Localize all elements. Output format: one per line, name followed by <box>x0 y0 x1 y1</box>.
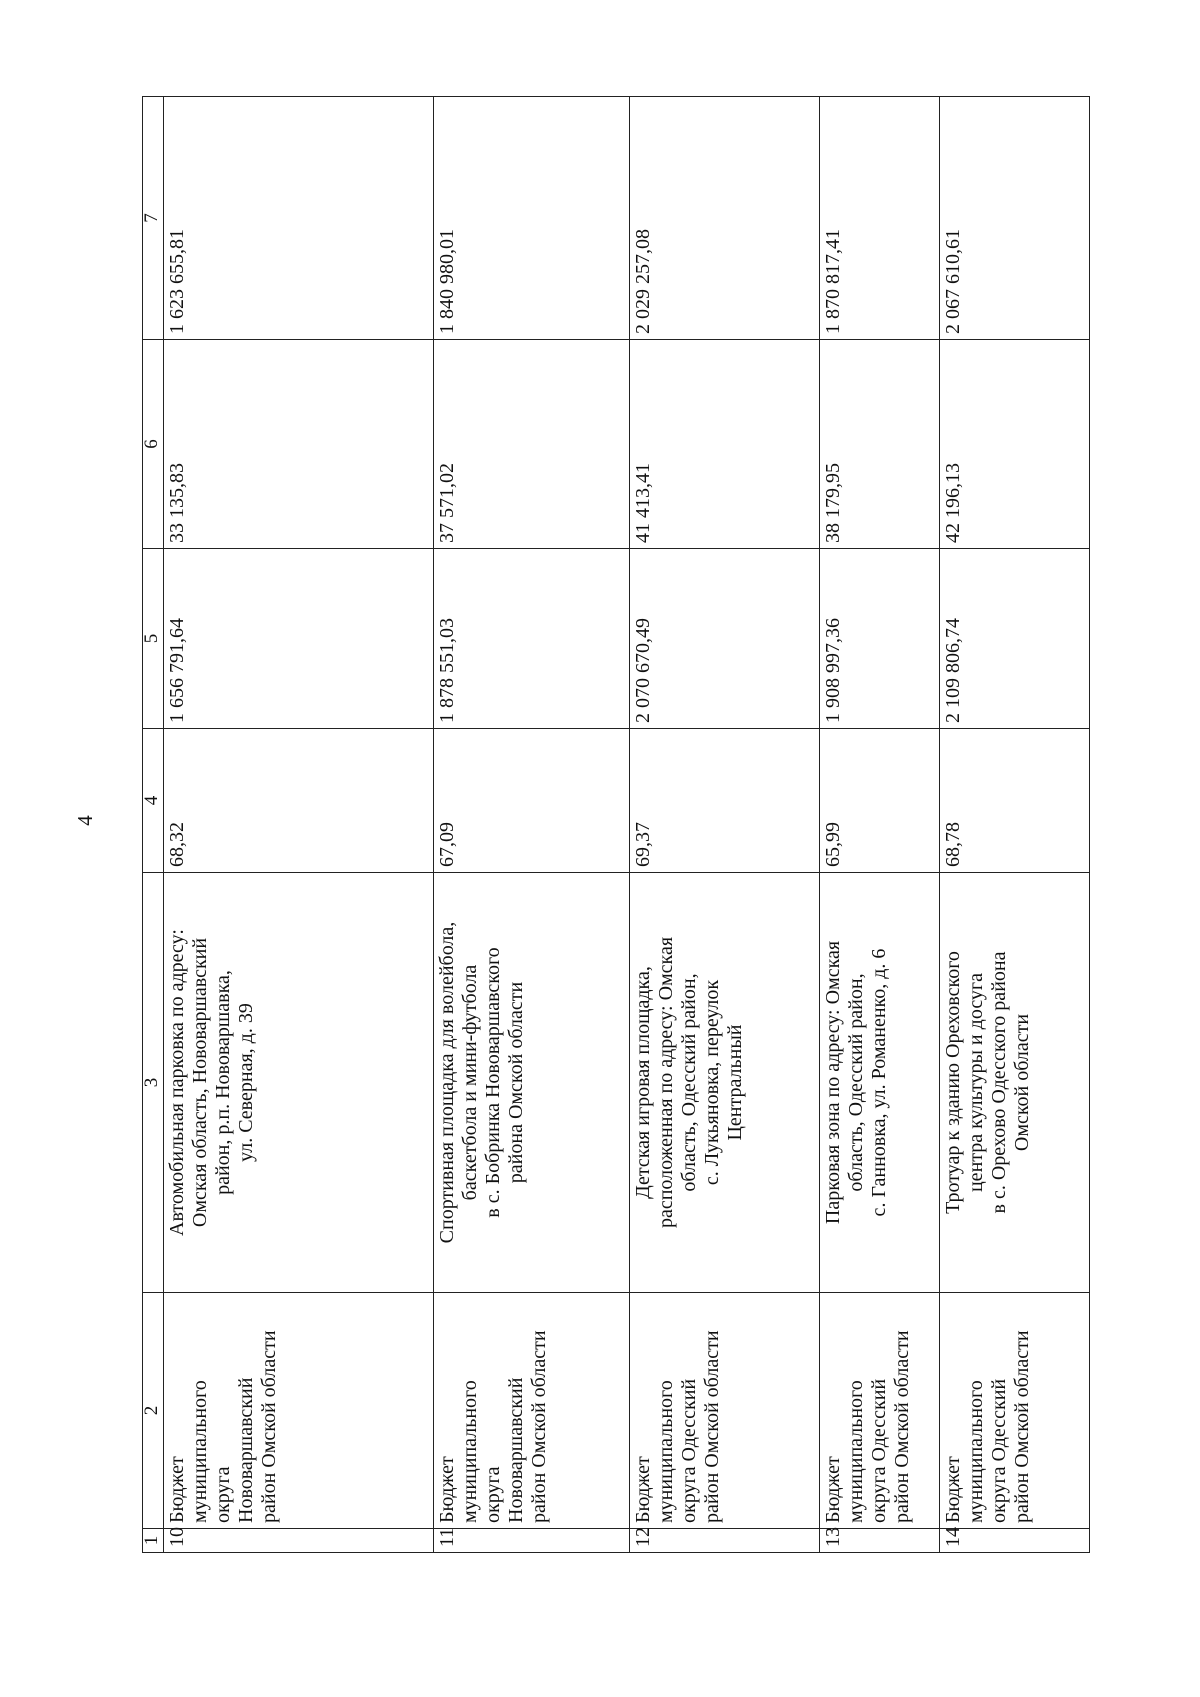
value-cell: 41 413,41 <box>629 340 819 549</box>
text-line: Центральный <box>723 1024 746 1141</box>
column-header: 1 <box>143 1529 164 1553</box>
column-header: 7 <box>143 97 164 340</box>
object-cell <box>819 873 939 1293</box>
row-number: 10 <box>164 1529 434 1553</box>
text-line: район Омской области <box>1010 1330 1033 1523</box>
column-header: 3 <box>143 873 164 1293</box>
data-table <box>142 96 1090 1553</box>
text-line: Бюджет <box>821 1456 844 1523</box>
text-line: область, Одесский район, <box>677 973 700 1192</box>
text-line: центра культуры и досуга <box>964 972 987 1193</box>
value-cell: 67,09 <box>434 729 629 873</box>
text-line: расположенная по адресу: Омская <box>654 936 677 1229</box>
text-line: округа <box>482 1466 505 1523</box>
text-line: район Омской области <box>890 1330 913 1523</box>
page-number: 4 <box>72 815 97 826</box>
text-line: Нововаршавский <box>505 1377 528 1523</box>
text-line: Омской области <box>1010 1013 1033 1152</box>
text-line: в с. Бобринка Нововаршавского <box>482 947 505 1218</box>
value-cell: 69,37 <box>629 729 819 873</box>
value-cell: 2 067 610,61 <box>939 97 1089 340</box>
text-line: округа Одесский <box>867 1378 890 1523</box>
value-cell: 38 179,95 <box>819 340 939 549</box>
text-line: баскетбола и мини-футбола <box>459 964 482 1201</box>
text-line: муниципального <box>964 1380 987 1523</box>
object-cell <box>629 873 819 1293</box>
table-row <box>819 97 939 1553</box>
column-header: 6 <box>143 340 164 549</box>
text-line: Тротуар к зданию Ореховского <box>941 951 964 1214</box>
column-header: 4 <box>143 729 164 873</box>
text-line: Омская область, Нововаршавский <box>189 937 212 1228</box>
value-cell: 68,78 <box>939 729 1089 873</box>
text-line: муниципального <box>189 1380 212 1523</box>
column-header: 5 <box>143 549 164 729</box>
value-cell: 2 070 670,49 <box>629 549 819 729</box>
text-line: район Омской области <box>700 1330 723 1523</box>
table-header-row <box>143 97 164 1553</box>
object-cell <box>434 873 629 1293</box>
text-line: район Омской области <box>528 1330 551 1523</box>
text-line: Бюджет <box>436 1456 459 1523</box>
text-line: Автомобильная парковка по адресу: <box>166 929 189 1236</box>
text-line: Нововаршавский <box>235 1377 258 1523</box>
budget-cell <box>629 1293 819 1529</box>
text-line: округа <box>212 1466 235 1523</box>
value-cell: 1 656 791,64 <box>164 549 434 729</box>
value-cell: 68,32 <box>164 729 434 873</box>
budget-cell <box>819 1293 939 1529</box>
text-line: область, Одесский район, <box>844 973 867 1192</box>
text-line: в с. Орехово Одесского района <box>987 951 1010 1214</box>
row-number: 12 <box>629 1529 819 1553</box>
text-line: Парковая зона по адресу: Омская <box>821 940 844 1225</box>
text-line: Спортивная площадка для волейбола, <box>436 921 459 1244</box>
rotated-table-container <box>142 97 1090 1553</box>
table-row <box>164 97 434 1553</box>
row-number: 14 <box>939 1529 1089 1553</box>
text-line: округа Одесский <box>987 1378 1010 1523</box>
text-line: Бюджет <box>631 1456 654 1523</box>
value-cell: 1 870 817,41 <box>819 97 939 340</box>
budget-cell <box>164 1293 434 1529</box>
text-line: ул. Северная, д. 39 <box>235 1003 258 1162</box>
row-number: 13 <box>819 1529 939 1553</box>
text-line: Детская игровая площадка, <box>631 966 654 1199</box>
text-line: с. Ганновка, ул. Романенко, д. 6 <box>867 948 890 1217</box>
column-header: 2 <box>143 1293 164 1529</box>
value-cell: 2 029 257,08 <box>629 97 819 340</box>
text-line: Бюджет <box>941 1456 964 1523</box>
budget-cell <box>434 1293 629 1529</box>
row-number: 11 <box>434 1529 629 1553</box>
budget-cell <box>939 1293 1089 1529</box>
text-line: район, р.п. Нововаршавка, <box>212 970 235 1195</box>
text-line: район Омской области <box>258 1330 281 1523</box>
table-row <box>939 97 1089 1553</box>
text-line: муниципального <box>459 1380 482 1523</box>
text-line: муниципального <box>844 1380 867 1523</box>
value-cell: 37 571,02 <box>434 340 629 549</box>
text-line: муниципального <box>654 1380 677 1523</box>
value-cell: 1 623 655,81 <box>164 97 434 340</box>
value-cell: 1 840 980,01 <box>434 97 629 340</box>
value-cell: 1 878 551,03 <box>434 549 629 729</box>
text-line: района Омской области <box>505 981 528 1184</box>
value-cell: 42 196,13 <box>939 340 1089 549</box>
text-line: с. Лукьяновка, переулок <box>700 979 723 1186</box>
object-cell <box>164 873 434 1293</box>
table-row <box>629 97 819 1553</box>
value-cell: 65,99 <box>819 729 939 873</box>
value-cell: 2 109 806,74 <box>939 549 1089 729</box>
value-cell: 1 908 997,36 <box>819 549 939 729</box>
value-cell: 33 135,83 <box>164 340 434 549</box>
table-row <box>434 97 629 1553</box>
text-line: Бюджет <box>166 1456 189 1523</box>
object-cell <box>939 873 1089 1293</box>
text-line: округа Одесский <box>677 1378 700 1523</box>
